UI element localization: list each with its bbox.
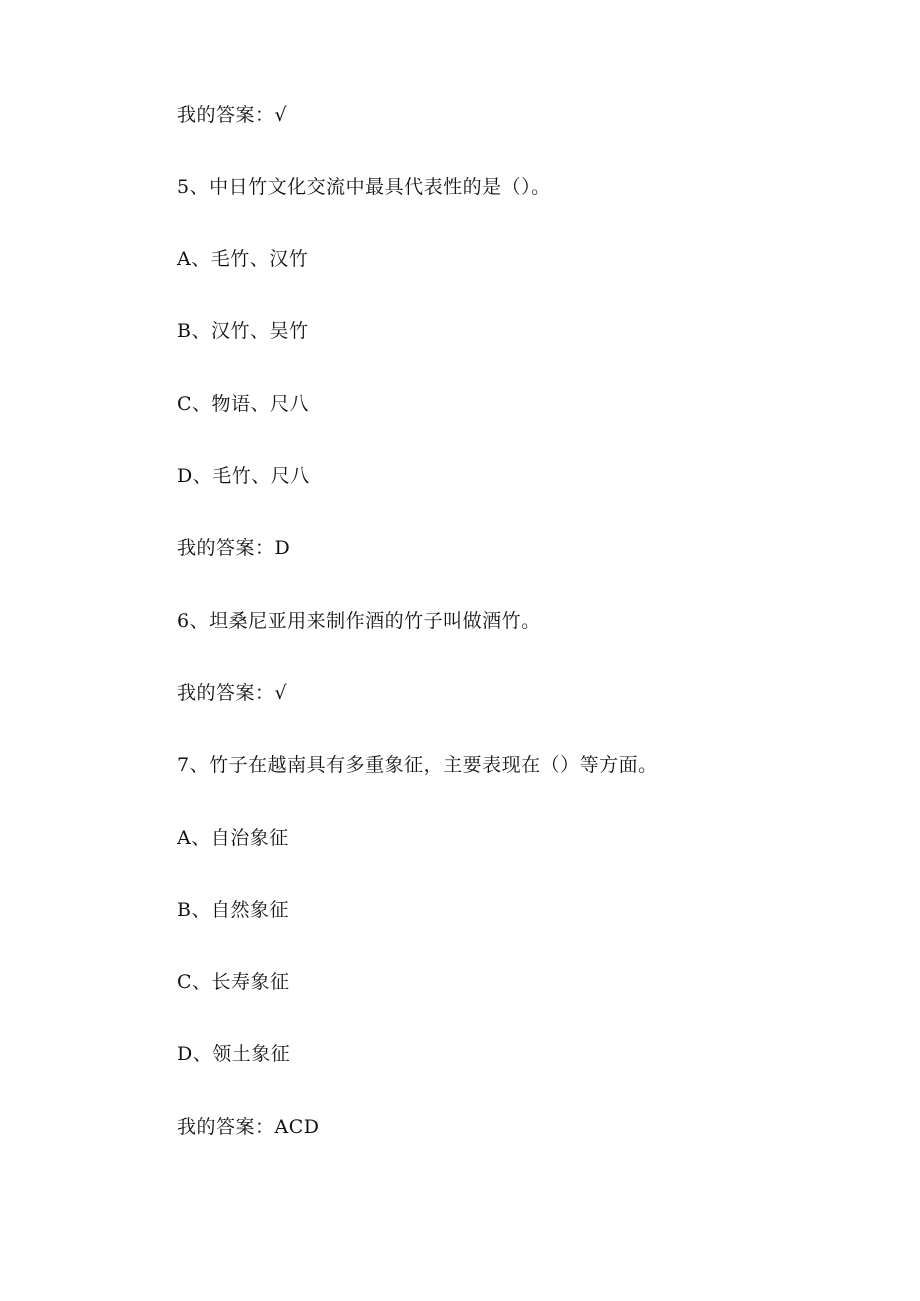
q7-option-d: D、领土象征 xyxy=(177,1043,291,1065)
q7-option-a: A、自治象征 xyxy=(177,827,289,849)
answer-q7: 我的答案：ACD xyxy=(177,1116,320,1138)
answer-q4: 我的答案：√ xyxy=(177,104,288,126)
question-7: 7、竹子在越南具有多重象征，主要表现在（）等方面。 xyxy=(177,754,658,776)
q7-option-b: B、自然象征 xyxy=(177,899,289,921)
q5-option-a: A、毛竹、汉竹 xyxy=(177,248,309,270)
question-6: 6、坦桑尼亚用来制作酒的竹子叫做酒竹。 xyxy=(177,610,541,632)
q7-option-c: C、长寿象征 xyxy=(177,971,290,993)
answer-q6: 我的答案：√ xyxy=(177,682,288,704)
q5-option-c: C、物语、尺八 xyxy=(177,393,310,415)
answer-q5: 我的答案：D xyxy=(177,537,291,559)
question-5: 5、中日竹文化交流中最具代表性的是（）。 xyxy=(177,176,551,198)
q5-option-d: D、毛竹、尺八 xyxy=(177,465,310,487)
q5-option-b: B、汉竹、吴竹 xyxy=(177,320,309,342)
